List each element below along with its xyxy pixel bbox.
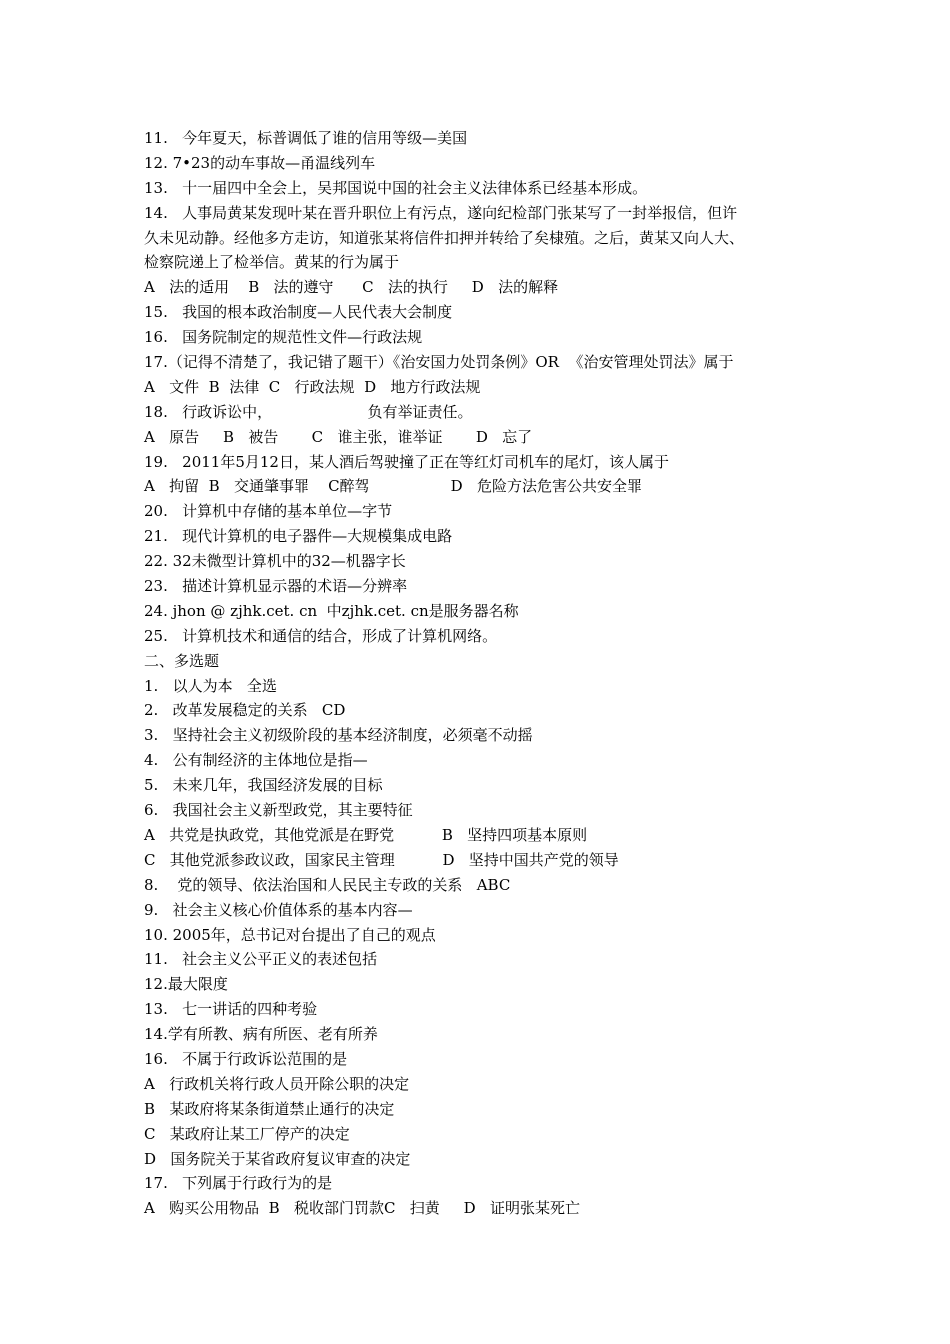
text-line: 18. 行政诉讼中， 负有举证责任。 (144, 402, 473, 421)
text-line: 1. 以人为本 全选 (144, 676, 277, 695)
answer-option: C 某政府让某工厂停产的决定 (144, 1124, 350, 1143)
text-line: 25. 计算机技术和通信的结合，形成了计算机网络。 (144, 626, 498, 645)
text-line: 6. 我国社会主义新型政党，其主要特征 (144, 801, 413, 820)
text-line: 11. 社会主义公平正义的表述包括 (144, 950, 378, 969)
answer-option: B 某政府将某条街道禁止通行的决定 (144, 1099, 395, 1118)
answer-option: D 国务院关于某省政府复议审查的决定 (144, 1149, 411, 1168)
text-line: 14. 人事局黄某发现叶某在晋升职位上有污点，遂向纪检部门张某写了一封举报信，但许 (144, 203, 738, 222)
text-line: 13. 七一讲话的四种考验 (144, 1000, 318, 1019)
text-line: 15. 我国的根本政治制度—人民代表大会制度 (144, 303, 453, 322)
section-heading: 二、多选题 (144, 651, 220, 670)
answer-options: A 文件 B 法律 C 行政法规 D 地方行政法规 (144, 377, 481, 396)
text-line: 20. 计算机中存储的基本单位—字节 (144, 502, 393, 521)
answer-options: C 其他党派参政议政，国家民主管理 D 坚持中国共产党的领导 (144, 850, 619, 869)
answer-option: A 行政机关将行政人员开除公职的决定 (144, 1074, 410, 1093)
text-line: 5. 未来几年，我国经济发展的目标 (144, 776, 383, 795)
text-line: 久未见动静。经他多方走访，知道张某将信件扣押并转给了矣棣殖。之后，黄某又向人大、 (144, 228, 745, 247)
text-line: 23. 描述计算机显示器的术语—分辨率 (144, 577, 408, 596)
text-line: 2. 改革发展稳定的关系 CD (144, 701, 346, 720)
text-line: 19. 2011年5月12日，某人酒后驾驶撞了正在等红灯司机车的尾灯，该人属于 (144, 452, 669, 471)
text-line: 16. 不属于行政诉讼范围的是 (144, 1049, 348, 1068)
answer-options: A 原告 B 被告 C 谁主张，谁举证 D 忘了 (144, 427, 533, 446)
text-line: 9. 社会主义核心价值体系的基本内容— (144, 900, 413, 919)
answer-options: A 法的适用 B 法的遵守 C 法的执行 D 法的解释 (144, 278, 559, 297)
text-line: 12. 7•23的动车事故—甬温线列车 (144, 153, 376, 172)
text-line: 14.学有所教、病有所医、老有所养 (144, 1025, 378, 1044)
answer-options: A 购买公用物品 B 税收部门罚款C 扫黄 D 证明张某死亡 (144, 1199, 580, 1218)
text-line: 3. 坚持社会主义初级阶段的基本经济制度，必须毫不动摇 (144, 726, 533, 745)
text-line: 10. 2005年，总书记对台提出了自己的观点 (144, 925, 436, 944)
text-line: 8. 党的领导、依法治国和人民民主专政的关系 ABC (144, 875, 511, 894)
answer-options: A 共党是执政党，其他党派是在野党 B 坚持四项基本原则 (144, 825, 588, 844)
document-body (144, 126, 824, 1221)
text-line: 17. 下列属于行政行为的是 (144, 1174, 333, 1193)
text-line: 检察院递上了检举信。黄某的行为属于 (144, 253, 400, 272)
text-line: 13. 十一届四中全会上，吴邦国说中国的社会主义法律体系已经基本形成。 (144, 178, 648, 197)
answer-options: A 拘留 B 交通肇事罪 C醉驾 D 危险方法危害公共安全罪 (144, 477, 642, 496)
text-line: 16. 国务院制定的规范性文件—行政法规 (144, 328, 423, 347)
text-line: 11. 今年夏天，标普调低了谁的信用等级—美国 (144, 129, 468, 147)
text-line: 17.（记得不清楚了，我记错了题干）《治安国力处罚条例》OR 《治安管理处罚法》属于 (144, 353, 734, 372)
text-line: 12.最大限度 (144, 975, 228, 994)
text-line: 22. 32未微型计算机中的32—机器字长 (144, 552, 406, 571)
text-line: 4. 公有制经济的主体地位是指— (144, 751, 368, 770)
text-line: 24. jhon @ zjhk.cet. cn 中zjhk.cet. cn是服务器名称 (144, 601, 519, 620)
text-line: 21. 现代计算机的电子器件—大规模集成电路 (144, 527, 453, 546)
